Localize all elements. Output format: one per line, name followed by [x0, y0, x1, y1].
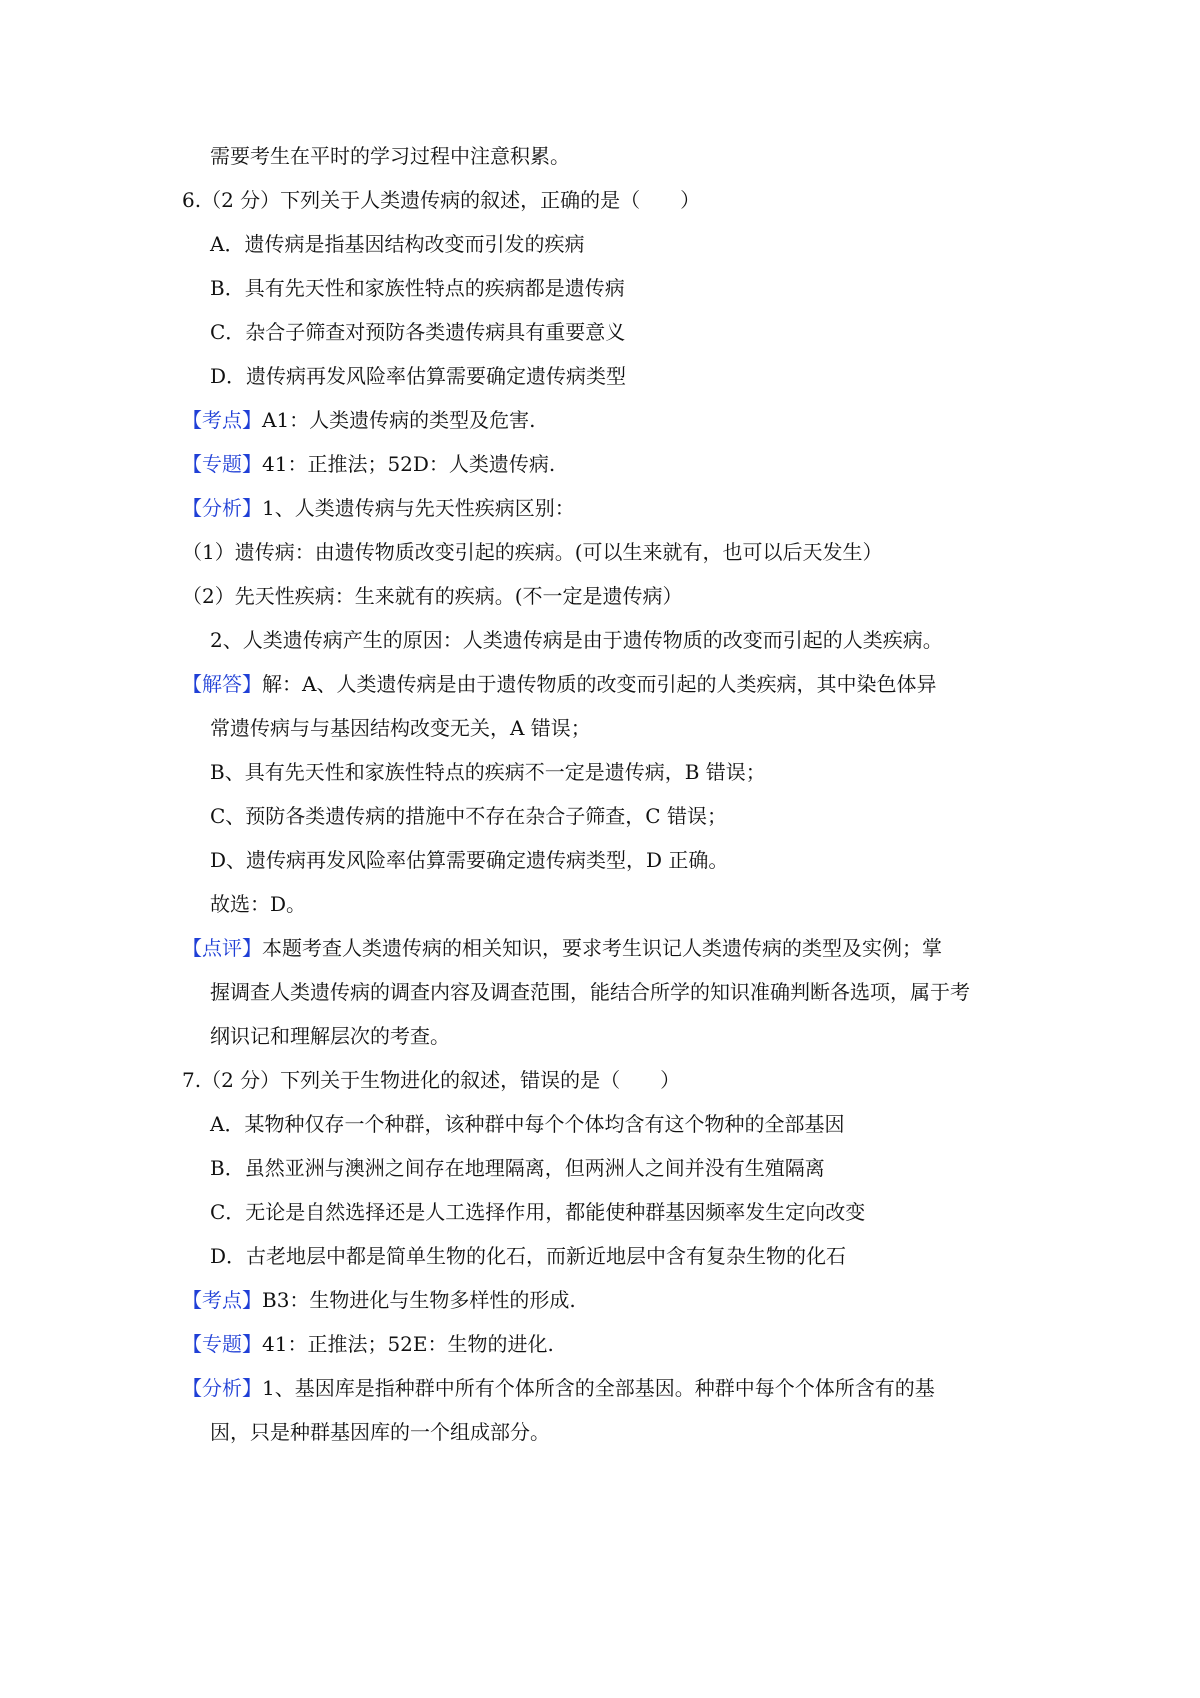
- q6-fenxi: 【分析】1、人类遗传病与先天性疾病区别：: [182, 496, 575, 520]
- q6-option-b: B．具有先天性和家族性特点的疾病都是遗传病: [210, 276, 625, 300]
- q6-kaodian: 【考点】A1：人类遗传病的类型及危害.: [182, 408, 536, 432]
- q7-option-a: A．某物种仅存一个种群，该种群中每个个体均含有这个物种的全部基因: [210, 1112, 845, 1136]
- text-line: 2、人类遗传病产生的原因：人类遗传病是由于遗传物质的改变而引起的人类疾病。: [210, 628, 943, 652]
- text-line: 需要考生在平时的学习过程中注意积累。: [210, 144, 570, 168]
- q7-zhuanti: 【专题】41：正推法；52E：生物的进化.: [182, 1332, 554, 1356]
- jieda-tag: 【解答】: [182, 672, 262, 696]
- q7-fenxi: 【分析】1、基因库是指种群中所有个体所含的全部基因。种群中每个个体所含有的基: [182, 1376, 935, 1400]
- text-line: 握调查人类遗传病的调查内容及调查范围，能结合所学的知识准确判断各选项，属于考: [210, 980, 970, 1004]
- text-line: 故选：D。: [210, 892, 307, 916]
- q6-option-c: C．杂合子筛查对预防各类遗传病具有重要意义: [210, 320, 626, 344]
- kaodian-tag: 【考点】: [182, 1288, 262, 1312]
- q7-kaodian: 【考点】B3：生物进化与生物多样性的形成.: [182, 1288, 576, 1312]
- zhuanti-tag: 【专题】: [182, 1332, 262, 1356]
- text-line: 常遗传病与与基因结构改变无关，A 错误；: [210, 716, 591, 740]
- text-line: D、遗传病再发风险率估算需要确定遗传病类型，D 正确。: [210, 848, 729, 872]
- fenxi-tag: 【分析】: [182, 1376, 262, 1400]
- q6-jieda: 【解答】解：A、人类遗传病是由于遗传物质的改变而引起的人类疾病，其中染色体异: [182, 672, 937, 696]
- q7-option-b: B．虽然亚洲与澳洲之间存在地理隔离，但两洲人之间并没有生殖隔离: [210, 1156, 825, 1180]
- text-line: 因，只是种群基因库的一个组成部分。: [210, 1420, 550, 1444]
- q7-option-c: C．无论是自然选择还是人工选择作用，都能使种群基因频率发生定向改变: [210, 1200, 866, 1224]
- q7-option-d: D．古老地层中都是简单生物的化石，而新近地层中含有复杂生物的化石: [210, 1244, 847, 1268]
- kaodian-tag: 【考点】: [182, 408, 262, 432]
- question-6-stem: 6.（2 分）下列关于人类遗传病的叙述，正确的是（ ）: [182, 188, 701, 212]
- text-line: B、具有先天性和家族性特点的疾病不一定是遗传病，B 错误；: [210, 760, 766, 784]
- q6-zhuanti: 【专题】41：正推法；52D：人类遗传病.: [182, 452, 556, 476]
- zhuanti-tag: 【专题】: [182, 452, 262, 476]
- text-line: （1）遗传病：由遗传物质改变引起的疾病。(可以生来就有，也可以后天发生）: [182, 540, 883, 564]
- dianping-tag: 【点评】: [182, 936, 262, 960]
- q6-dianping: 【点评】本题考查人类遗传病的相关知识，要求考生识记人类遗传病的类型及实例；掌: [182, 936, 942, 960]
- q6-option-d: D．遗传病再发风险率估算需要确定遗传病类型: [210, 364, 627, 388]
- q6-option-a: A．遗传病是指基因结构改变而引发的疾病: [210, 232, 585, 256]
- text-line: 纲识记和理解层次的考查。: [210, 1024, 450, 1048]
- fenxi-tag: 【分析】: [182, 496, 262, 520]
- question-7-stem: 7.（2 分）下列关于生物进化的叙述，错误的是（ ）: [182, 1068, 681, 1092]
- text-line: （2）先天性疾病：生来就有的疾病。(不一定是遗传病）: [182, 584, 683, 608]
- text-line: C、预防各类遗传病的措施中不存在杂合子筛查，C 错误；: [210, 804, 727, 828]
